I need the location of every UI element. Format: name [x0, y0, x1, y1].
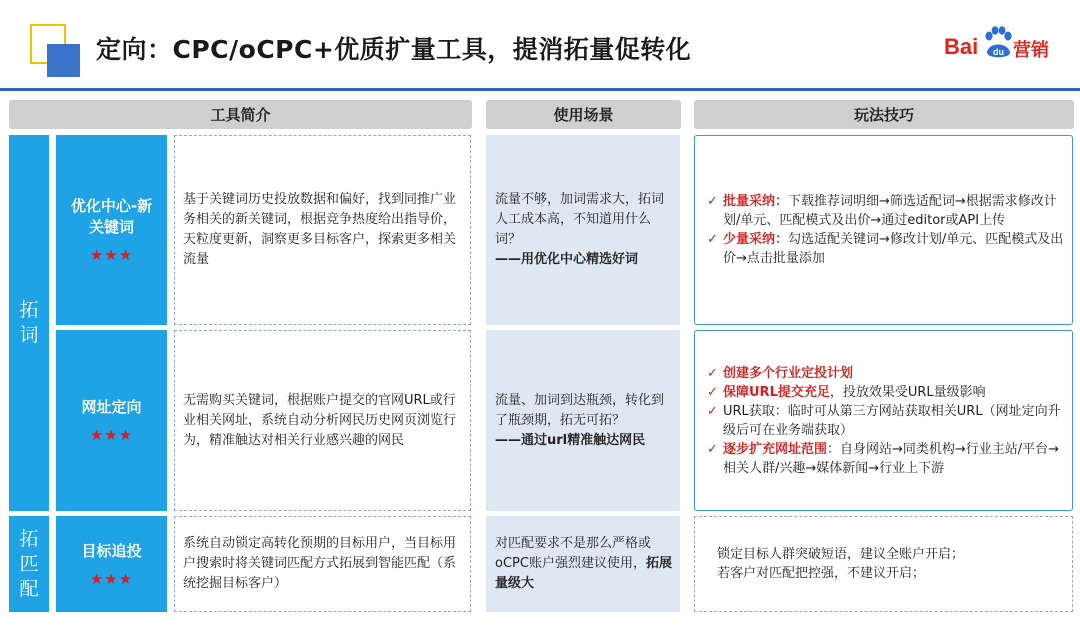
usage-scene-highlight: 拓展量级大	[495, 556, 672, 591]
tip-text: ：自身网站→同类机构→行业主站/平台→相关人群/兴趣→媒体新闻→行业上下游	[723, 441, 1060, 476]
checkmark-icon: ✓	[707, 232, 718, 247]
logo-text-yingxiao: 营销	[1013, 40, 1049, 61]
tip-highlight: 逐步扩充网址范围	[723, 441, 828, 457]
checkmark-icon: ✓	[707, 403, 718, 419]
tool-cell-target-retargeting	[56, 516, 167, 612]
usage-scene	[486, 135, 680, 325]
tip-item	[707, 383, 1064, 402]
tip-item	[707, 402, 1064, 440]
tip-text: 若客户对匹配把控强，不建议开启；	[717, 566, 926, 581]
tip-highlight: 少量采纳：	[723, 232, 789, 247]
rating-stars: ★★★	[89, 426, 134, 444]
usage-scene-highlight: ——通过url精准触达网民	[495, 432, 646, 448]
checkmark-icon: ✓	[707, 384, 718, 400]
tip-text: 下载推荐词明细→筛选适配词→根据需求修改计划/单元、匹配模式及出价→通过editor或API上传	[723, 194, 1057, 228]
column-header-scene: 使用场景	[486, 100, 681, 129]
column-header-tips: 玩法技巧	[694, 100, 1074, 129]
tip-item	[707, 192, 1064, 230]
tool-description	[174, 516, 471, 612]
header-divider	[0, 88, 1080, 91]
title-decoration-square	[47, 44, 80, 77]
tool-name: 网址定向	[81, 398, 142, 416]
page-title: 定向：CPC/oCPC+优质扩量工具，提消拓量促转化	[96, 35, 692, 64]
baidu-paw-icon	[983, 26, 1013, 60]
baidu-marketing-logo	[944, 22, 1054, 64]
tool-cell-optimization-center	[56, 135, 167, 325]
usage-scene-text: 流量不够，加词需求大，拓词人工成本高，不知道用什么词？	[495, 192, 665, 247]
rating-stars: ★★★	[89, 246, 134, 264]
usage-scene-text: 流量、加词到达瓶颈，转化到了瓶颈期，拓无可拓？	[495, 392, 665, 428]
category-tuopipei-char-1: 拓	[19, 527, 39, 550]
tip-item	[707, 440, 1064, 478]
checkmark-icon: ✓	[707, 194, 718, 209]
tool-description-text: 基于关键词历史投放数据和偏好，找到同推广业务相关的新关键词，根据竞争热度给出指导价，天粒度更新，洞察更多目标客户，探索更多相关流量	[183, 192, 457, 267]
tip-item	[707, 230, 1064, 268]
tool-description	[174, 135, 471, 325]
tip-highlight: 保障URL提交充足	[723, 384, 830, 400]
tool-cell-url-targeting	[56, 330, 167, 511]
usage-scene-highlight: ——用优化中心精选好词	[495, 252, 639, 267]
tips-cell	[694, 135, 1073, 325]
tips-cell	[694, 516, 1073, 612]
usage-scene-text: 对匹配要求不是那么严格或oCPC账户强烈建议使用，	[495, 536, 652, 571]
tool-name: 目标追投	[81, 541, 142, 560]
tip-text: ，投放效果受URL量级影响	[829, 384, 986, 400]
category-tuoci-char-2: 词	[19, 324, 39, 346]
tip-highlight: 创建多个行业定投计划	[723, 365, 854, 381]
tips-cell	[694, 330, 1073, 511]
usage-scene	[486, 516, 680, 612]
category-tuopipei-char-2: 匹	[19, 552, 39, 575]
tool-name: 优化中心-新关键词	[70, 197, 153, 236]
tip-text: 锁定目标人群突破短语，建议全账户开启；	[717, 547, 965, 562]
category-tuopipei-char-3: 配	[19, 577, 39, 600]
checkmark-icon: ✓	[707, 365, 718, 381]
usage-scene	[486, 330, 680, 511]
category-tuopipei	[9, 516, 49, 612]
tip-item	[707, 364, 1064, 383]
category-tuoci-char-1: 拓	[19, 299, 39, 321]
logo-text-bai: Bai	[944, 34, 979, 59]
column-header-intro: 工具简介	[9, 100, 472, 129]
tool-description-text: 无需购买关键词，根据账户提交的官网URL或行业相关网址，系统自动分析网民历史网页浏览行为，精准触达对相关行业感兴趣的网民	[183, 392, 457, 448]
logo-text-du: du	[993, 47, 1004, 57]
checkmark-icon: ✓	[707, 441, 718, 457]
tip-highlight: 批量采纳：	[723, 194, 789, 209]
tool-description-text: 系统自动锁定高转化预期的目标用户，当目标用户搜索时将关键词匹配方式拓展到智能匹配（系统挖掘目标客户）	[183, 536, 457, 591]
tool-description	[174, 330, 471, 511]
category-tuoci	[9, 135, 49, 511]
tip-text: 勾选适配关键词→修改计划/单元、匹配模式及出价→点击批量添加	[723, 232, 1064, 266]
tip-text: URL获取：临时可从第三方网站获取相关URL（网址定向升级后可在业务端获取）	[723, 403, 1061, 438]
rating-stars: ★★★	[89, 569, 134, 588]
